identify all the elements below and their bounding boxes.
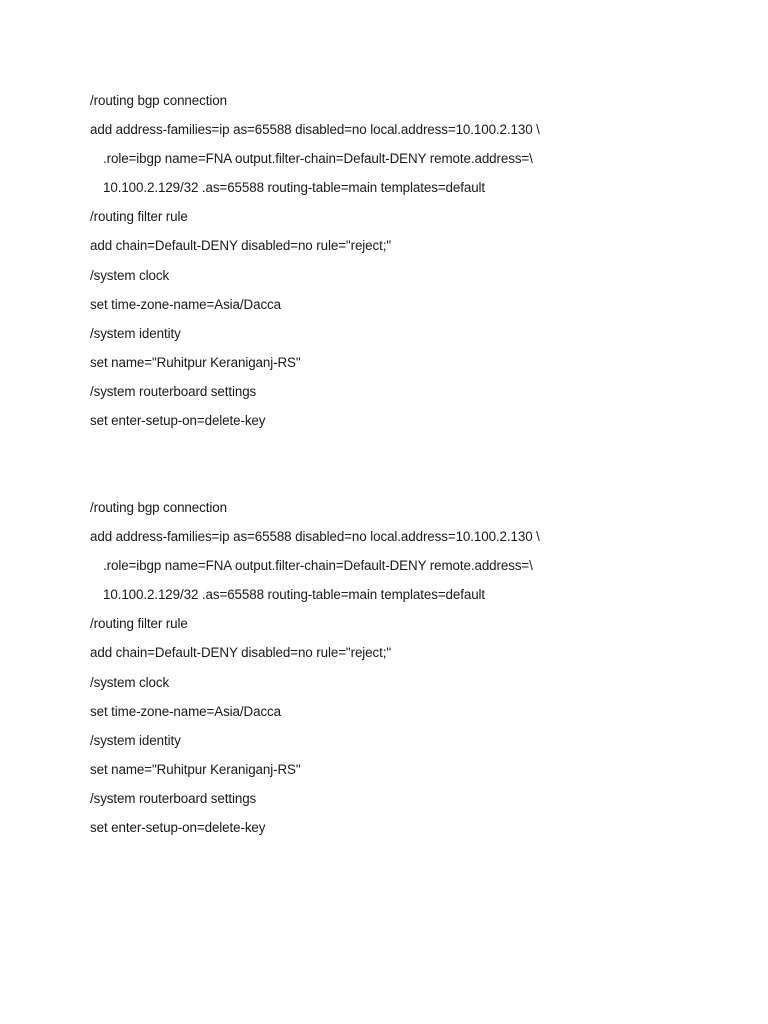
config-line: .role=ibgp name=FNA output.filter-chain=Default-DENY remote.address=\ (103, 151, 533, 167)
config-line: set time-zone-name=Asia/Dacca (90, 703, 281, 719)
config-line: /system identity (90, 325, 181, 341)
config-line: set time-zone-name=Asia/Dacca (90, 296, 281, 312)
config-line: 10.100.2.129/32 .as=65588 routing-table=main templates=default (103, 587, 486, 603)
config-line: /routing bgp connection (90, 93, 227, 108)
config-line: /routing filter rule (90, 209, 188, 225)
config-line: add chain=Default-DENY disabled=no rule="reject;" (90, 238, 391, 254)
config-line: add chain=Default-DENY disabled=no rule="reject;" (90, 645, 391, 661)
config-line: /routing filter rule (90, 616, 188, 632)
config-block (90, 498, 730, 847)
config-line: /system routerboard settings (90, 383, 257, 399)
config-line: add address-families=ip as=65588 disabled=no local.address=10.100.2.130 \ (90, 122, 540, 138)
config-line: add address-families=ip as=65588 disabled=no local.address=10.100.2.130 \ (90, 529, 540, 545)
config-block (90, 91, 730, 440)
config-line: /routing bgp connection (90, 500, 227, 515)
config-line: /system clock (90, 267, 170, 283)
config-line: /system identity (90, 732, 181, 748)
config-line: set enter-setup-on=delete-key (90, 413, 266, 429)
config-line: /system clock (90, 674, 170, 690)
config-line: set enter-setup-on=delete-key (90, 820, 266, 836)
config-line: 10.100.2.129/32 .as=65588 routing-table=main templates=default (103, 180, 486, 196)
config-line: set name="Ruhitpur Keraniganj-RS" (90, 354, 301, 370)
config-line: set name="Ruhitpur Keraniganj-RS" (90, 761, 301, 777)
config-line: /system routerboard settings (90, 790, 257, 806)
config-line: .role=ibgp name=FNA output.filter-chain=Default-DENY remote.address=\ (103, 558, 533, 574)
